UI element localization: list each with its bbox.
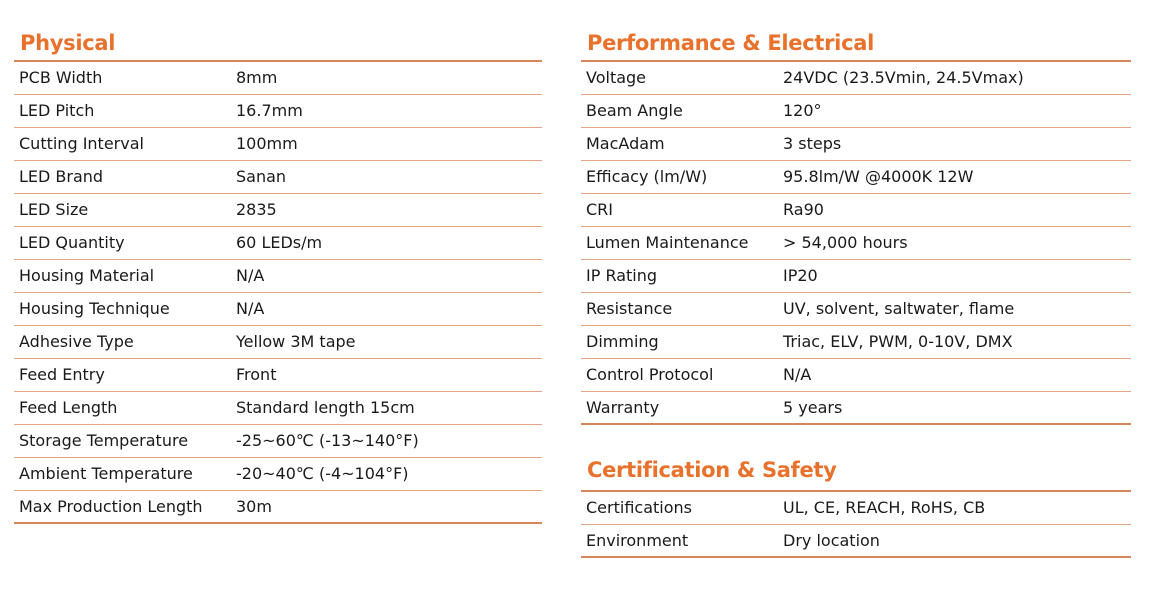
table-row xyxy=(14,491,542,524)
row-label: Efficacy (lm/W) xyxy=(586,167,708,186)
row-value: Triac, ELV, PWM, 0-10V, DMX xyxy=(783,332,1013,351)
row-label: Resistance xyxy=(586,299,673,318)
table-row xyxy=(581,128,1131,161)
row-label: Max Production Length xyxy=(19,497,203,516)
row-value: UL, CE, REACH, RoHS, CB xyxy=(783,498,986,517)
row-label: Beam Angle xyxy=(586,101,683,120)
row-value: Standard length 15cm xyxy=(236,398,415,417)
row-label: Housing Material xyxy=(19,266,155,285)
row-label: Voltage xyxy=(586,68,647,87)
row-label: MacAdam xyxy=(586,134,665,153)
table-row xyxy=(14,227,542,260)
row-label: Storage Temperature xyxy=(19,431,189,450)
table-row xyxy=(581,260,1131,293)
row-label: Control Protocol xyxy=(586,365,714,384)
row-label: LED Size xyxy=(19,200,89,219)
table-row xyxy=(14,458,542,491)
row-value: 2835 xyxy=(236,200,277,219)
row-value: 95.8lm/W @4000K 12W xyxy=(783,167,974,186)
row-value: -20~40℃ (-4~104°F) xyxy=(236,464,409,483)
table-row xyxy=(581,326,1131,359)
table-row xyxy=(581,194,1131,227)
performance-title: Performance & Electrical xyxy=(587,31,874,55)
row-label: Adhesive Type xyxy=(19,332,134,351)
row-value: N/A xyxy=(236,299,265,318)
row-value: 100mm xyxy=(236,134,298,153)
row-value: IP20 xyxy=(783,266,818,285)
table-row xyxy=(581,492,1131,525)
table-row xyxy=(14,425,542,458)
row-value: Sanan xyxy=(236,167,287,186)
row-label: Feed Length xyxy=(19,398,118,417)
table-row xyxy=(14,293,542,326)
row-label: Feed Entry xyxy=(19,365,105,384)
row-label: Warranty xyxy=(586,398,660,417)
row-value: > 54,000 hours xyxy=(783,233,908,252)
row-value: Yellow 3M tape xyxy=(236,332,356,351)
table-row xyxy=(581,392,1131,425)
row-label: Dimming xyxy=(586,332,659,351)
table-row xyxy=(14,326,542,359)
row-value: -25~60℃ (-13~140°F) xyxy=(236,431,419,450)
certification-table xyxy=(581,490,1131,558)
certification-title: Certification & Safety xyxy=(587,458,837,482)
row-label: Ambient Temperature xyxy=(19,464,193,483)
row-label: LED Pitch xyxy=(19,101,95,120)
table-row xyxy=(14,392,542,425)
table-row xyxy=(14,194,542,227)
row-value: 24VDC (23.5Vmin, 24.5Vmax) xyxy=(783,68,1024,87)
row-value: N/A xyxy=(236,266,265,285)
row-label: Cutting Interval xyxy=(19,134,144,153)
table-row xyxy=(14,62,542,95)
table-row xyxy=(581,227,1131,260)
row-label: Certifications xyxy=(586,498,692,517)
table-row xyxy=(14,359,542,392)
row-value: 3 steps xyxy=(783,134,842,153)
row-value: 8mm xyxy=(236,68,278,87)
row-value: UV, solvent, saltwater, flame xyxy=(783,299,1015,318)
row-label: Environment xyxy=(586,531,689,550)
row-value: Front xyxy=(236,365,277,384)
row-value: 5 years xyxy=(783,398,843,417)
row-label: Housing Technique xyxy=(19,299,170,318)
table-row xyxy=(581,525,1131,558)
row-value: 16.7mm xyxy=(236,101,303,120)
performance-table xyxy=(581,60,1131,425)
table-row xyxy=(581,95,1131,128)
table-row xyxy=(581,359,1131,392)
row-value: Dry location xyxy=(783,531,880,550)
physical-table xyxy=(14,60,542,524)
table-row xyxy=(14,128,542,161)
row-label: LED Brand xyxy=(19,167,104,186)
table-row xyxy=(14,95,542,128)
table-row xyxy=(14,260,542,293)
row-value: 60 LEDs/m xyxy=(236,233,323,252)
row-value: Ra90 xyxy=(783,200,824,219)
row-label: PCB Width xyxy=(19,68,103,87)
row-value: N/A xyxy=(783,365,812,384)
row-label: Lumen Maintenance xyxy=(586,233,749,252)
table-row xyxy=(14,161,542,194)
row-value: 30m xyxy=(236,497,272,516)
table-row xyxy=(581,293,1131,326)
table-row xyxy=(581,161,1131,194)
table-row xyxy=(581,62,1131,95)
physical-title: Physical xyxy=(20,31,116,55)
row-label: IP Rating xyxy=(586,266,658,285)
row-label: LED Quantity xyxy=(19,233,125,252)
row-value: 120° xyxy=(783,101,822,120)
row-label: CRI xyxy=(586,200,614,219)
